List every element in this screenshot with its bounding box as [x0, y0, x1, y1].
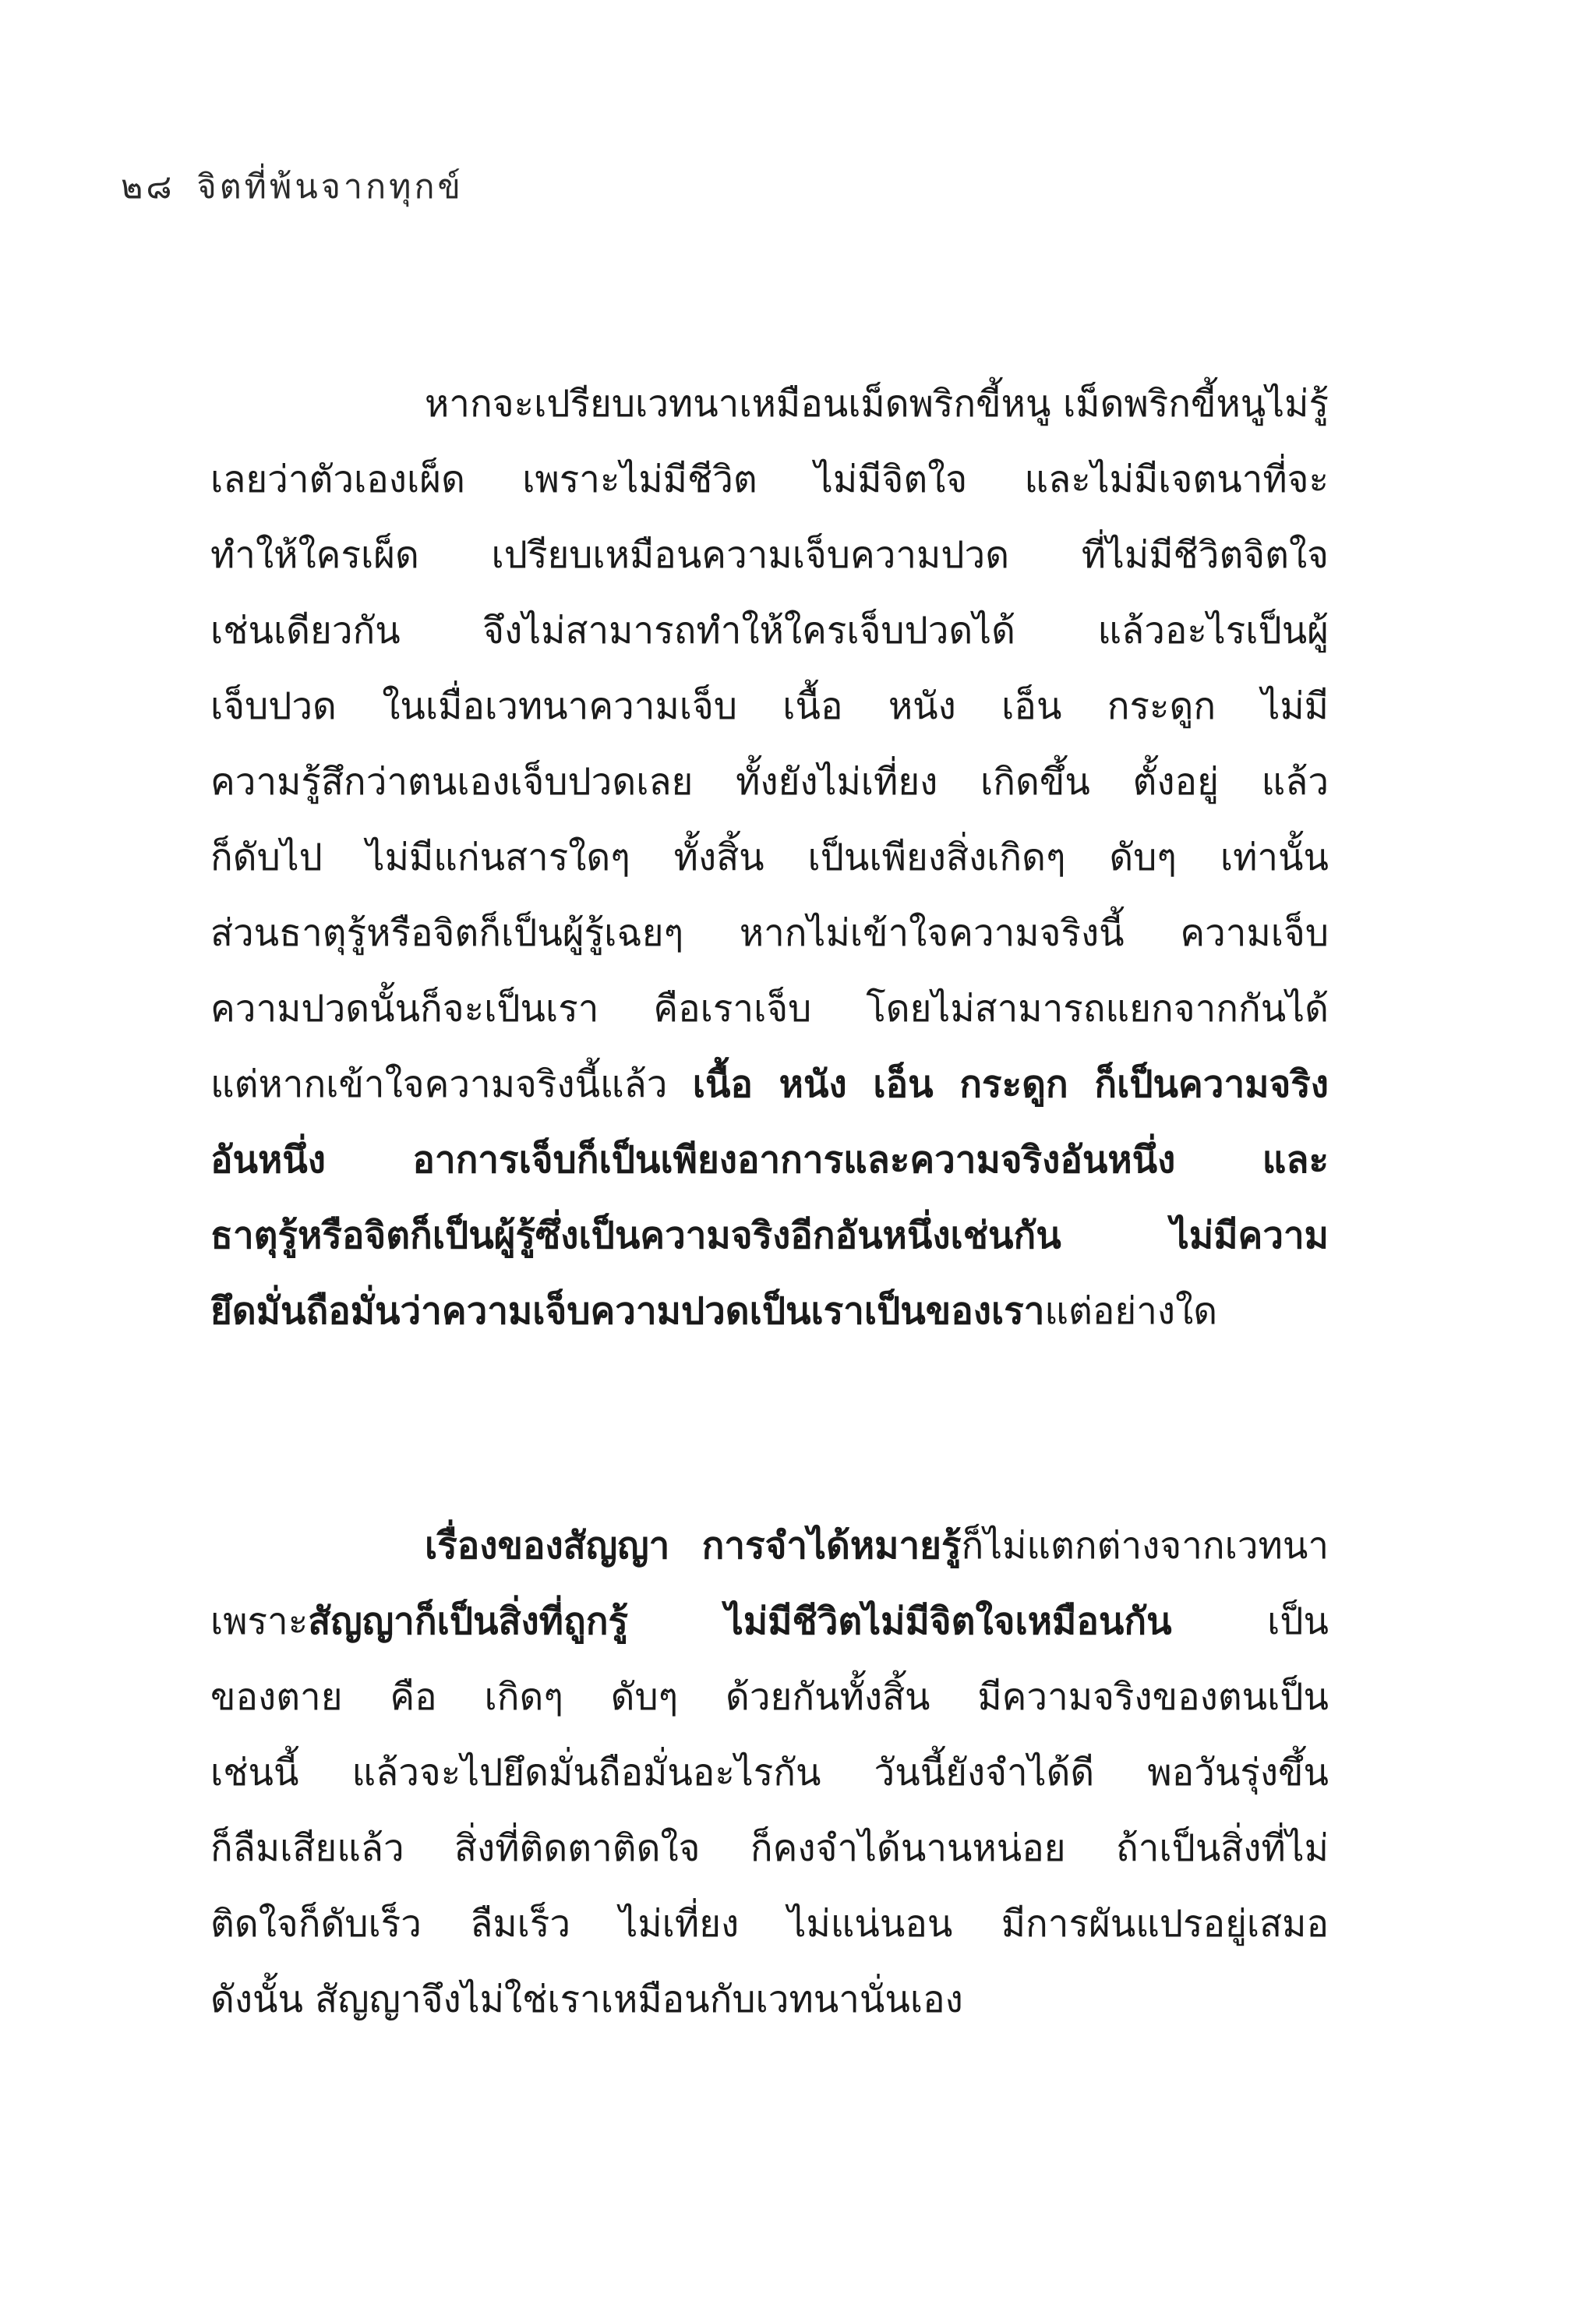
- text-line: [210, 1735, 1329, 1811]
- text-run: แต่หากเข้าใจความจริงนี้แล้ว: [210, 1063, 693, 1106]
- text-line: [425, 1508, 1329, 1584]
- bold-text-run: สัญญาก็เป็นสิ่งที่ถูกรู้ ไม่มีชีวิตไม่มีจิตใจเหมือนกัน: [308, 1600, 1172, 1643]
- bold-text-run: ยึดมั่นถือมั่นว่าความเจ็บความปวดเป็นเราเป็นของเรา: [210, 1290, 1045, 1333]
- text-run: เช่นนี้ แล้วจะไปยึดมั่นถือมั่นอะไรกัน วันนี้ยังจำได้ดี พอวันรุ่งขึ้น: [210, 1752, 1329, 1794]
- text-run: เลยว่าตัวเองเผ็ด เพราะไม่มีชีวิต ไม่มีจิตใจ และไม่มีเจตนาที่จะ: [210, 458, 1329, 501]
- text-run: ส่วนธาตุรู้หรือจิตก็เป็นผู้รู้เฉยๆ หากไม่เข้าใจความจริงนี้ ความเจ็บ: [210, 912, 1329, 955]
- bold-text-run: เรื่องของสัญญา การจำได้หมายรู้: [425, 1525, 962, 1568]
- text-line: [210, 1122, 1329, 1198]
- text-line: [210, 896, 1329, 971]
- text-run: เช่นเดียวกัน จึงไม่สามารถทำให้ใครเจ็บปวดได้ แล้วอะไรเป็นผู้: [210, 610, 1329, 652]
- text-line: [210, 1962, 1329, 2038]
- text-run: ก็ไม่แตกต่างจากเวทนา: [961, 1525, 1329, 1568]
- book-title: จิตที่พ้นจากทุกข์: [196, 168, 464, 207]
- text-run: เพราะ: [210, 1600, 309, 1643]
- paragraph-pain-as-chili: [210, 366, 1329, 1349]
- text-run: หากจะเปรียบเวทนาเหมือนเม็ดพริกขี้หนู เม็ดพริกขี้หนูไม่รู้: [425, 383, 1329, 426]
- text-run: ดังนั้น สัญญาจึงไม่ใช่เราเหมือนกับเวทนานั่นเอง: [210, 1978, 963, 2021]
- text-run: ติดใจก็ดับเร็ว ลืมเร็ว ไม่เที่ยง ไม่แน่นอน มีการผันแปรอยู่เสมอ: [210, 1903, 1329, 1946]
- running-header: [121, 156, 464, 218]
- text-line: [210, 1811, 1329, 1886]
- page-number: ๒๘: [121, 168, 175, 207]
- text-run: ก็ลืมเสียแล้ว สิ่งที่ติดตาติดใจ ก็คงจำได้นานหน่อย ถ้าเป็นสิ่งที่ไม่: [210, 1827, 1329, 1870]
- text-line: [210, 1274, 1329, 1349]
- text-line: [210, 744, 1329, 820]
- text-run: ก็ดับไป ไม่มีแก่นสารใดๆ ทั้งสิ้น เป็นเพียงสิ่งเกิดๆ ดับๆ เท่านั้น: [210, 836, 1329, 879]
- text-line: [210, 442, 1329, 518]
- bold-text-run: ธาตุรู้หรือจิตก็เป็นผู้รู้ซึ่งเป็นความจริงอีกอันหนึ่งเช่นกัน ไม่มีความ: [210, 1214, 1329, 1257]
- text-run: แต่อย่างใด: [1044, 1290, 1218, 1333]
- text-line: [210, 971, 1329, 1047]
- text-line: [210, 1047, 1329, 1122]
- text-run: เจ็บปวด ในเมื่อเวทนาความเจ็บ เนื้อ หนัง เอ็น กระดูก ไม่มี: [210, 685, 1329, 728]
- text-run: เป็น: [1171, 1600, 1329, 1643]
- text-line: [210, 518, 1329, 593]
- text-line: [210, 1584, 1329, 1660]
- text-line: [210, 820, 1329, 896]
- text-line: [210, 1886, 1329, 1962]
- text-run: ความปวดนั้นก็จะเป็นเรา คือเราเจ็บ โดยไม่สามารถแยกจากกันได้: [210, 988, 1329, 1031]
- text-line: [425, 366, 1329, 442]
- text-line: [210, 593, 1329, 669]
- bold-text-run: อันหนึ่ง อาการเจ็บก็เป็นเพียงอาการและความจริงอันหนึ่ง และ: [210, 1139, 1329, 1182]
- text-run: ทำให้ใครเผ็ด เปรียบเหมือนความเจ็บความปวด ที่ไม่มีชีวิตจิตใจ: [210, 534, 1329, 577]
- text-run: ความรู้สึกว่าตนเองเจ็บปวดเลย ทั้งยังไม่เที่ยง เกิดขึ้น ตั้งอยู่ แล้ว: [210, 761, 1329, 804]
- text-line: [210, 669, 1329, 744]
- text-line: [210, 1660, 1329, 1735]
- text-line: [210, 1198, 1329, 1274]
- bold-text-run: เนื้อ หนัง เอ็น กระดูก ก็เป็นความจริง: [692, 1063, 1329, 1106]
- text-run: ของตาย คือ เกิดๆ ดับๆ ด้วยกันทั้งสิ้น มีความจริงของตนเป็น: [210, 1676, 1329, 1719]
- paragraph-sanna: [210, 1508, 1329, 2038]
